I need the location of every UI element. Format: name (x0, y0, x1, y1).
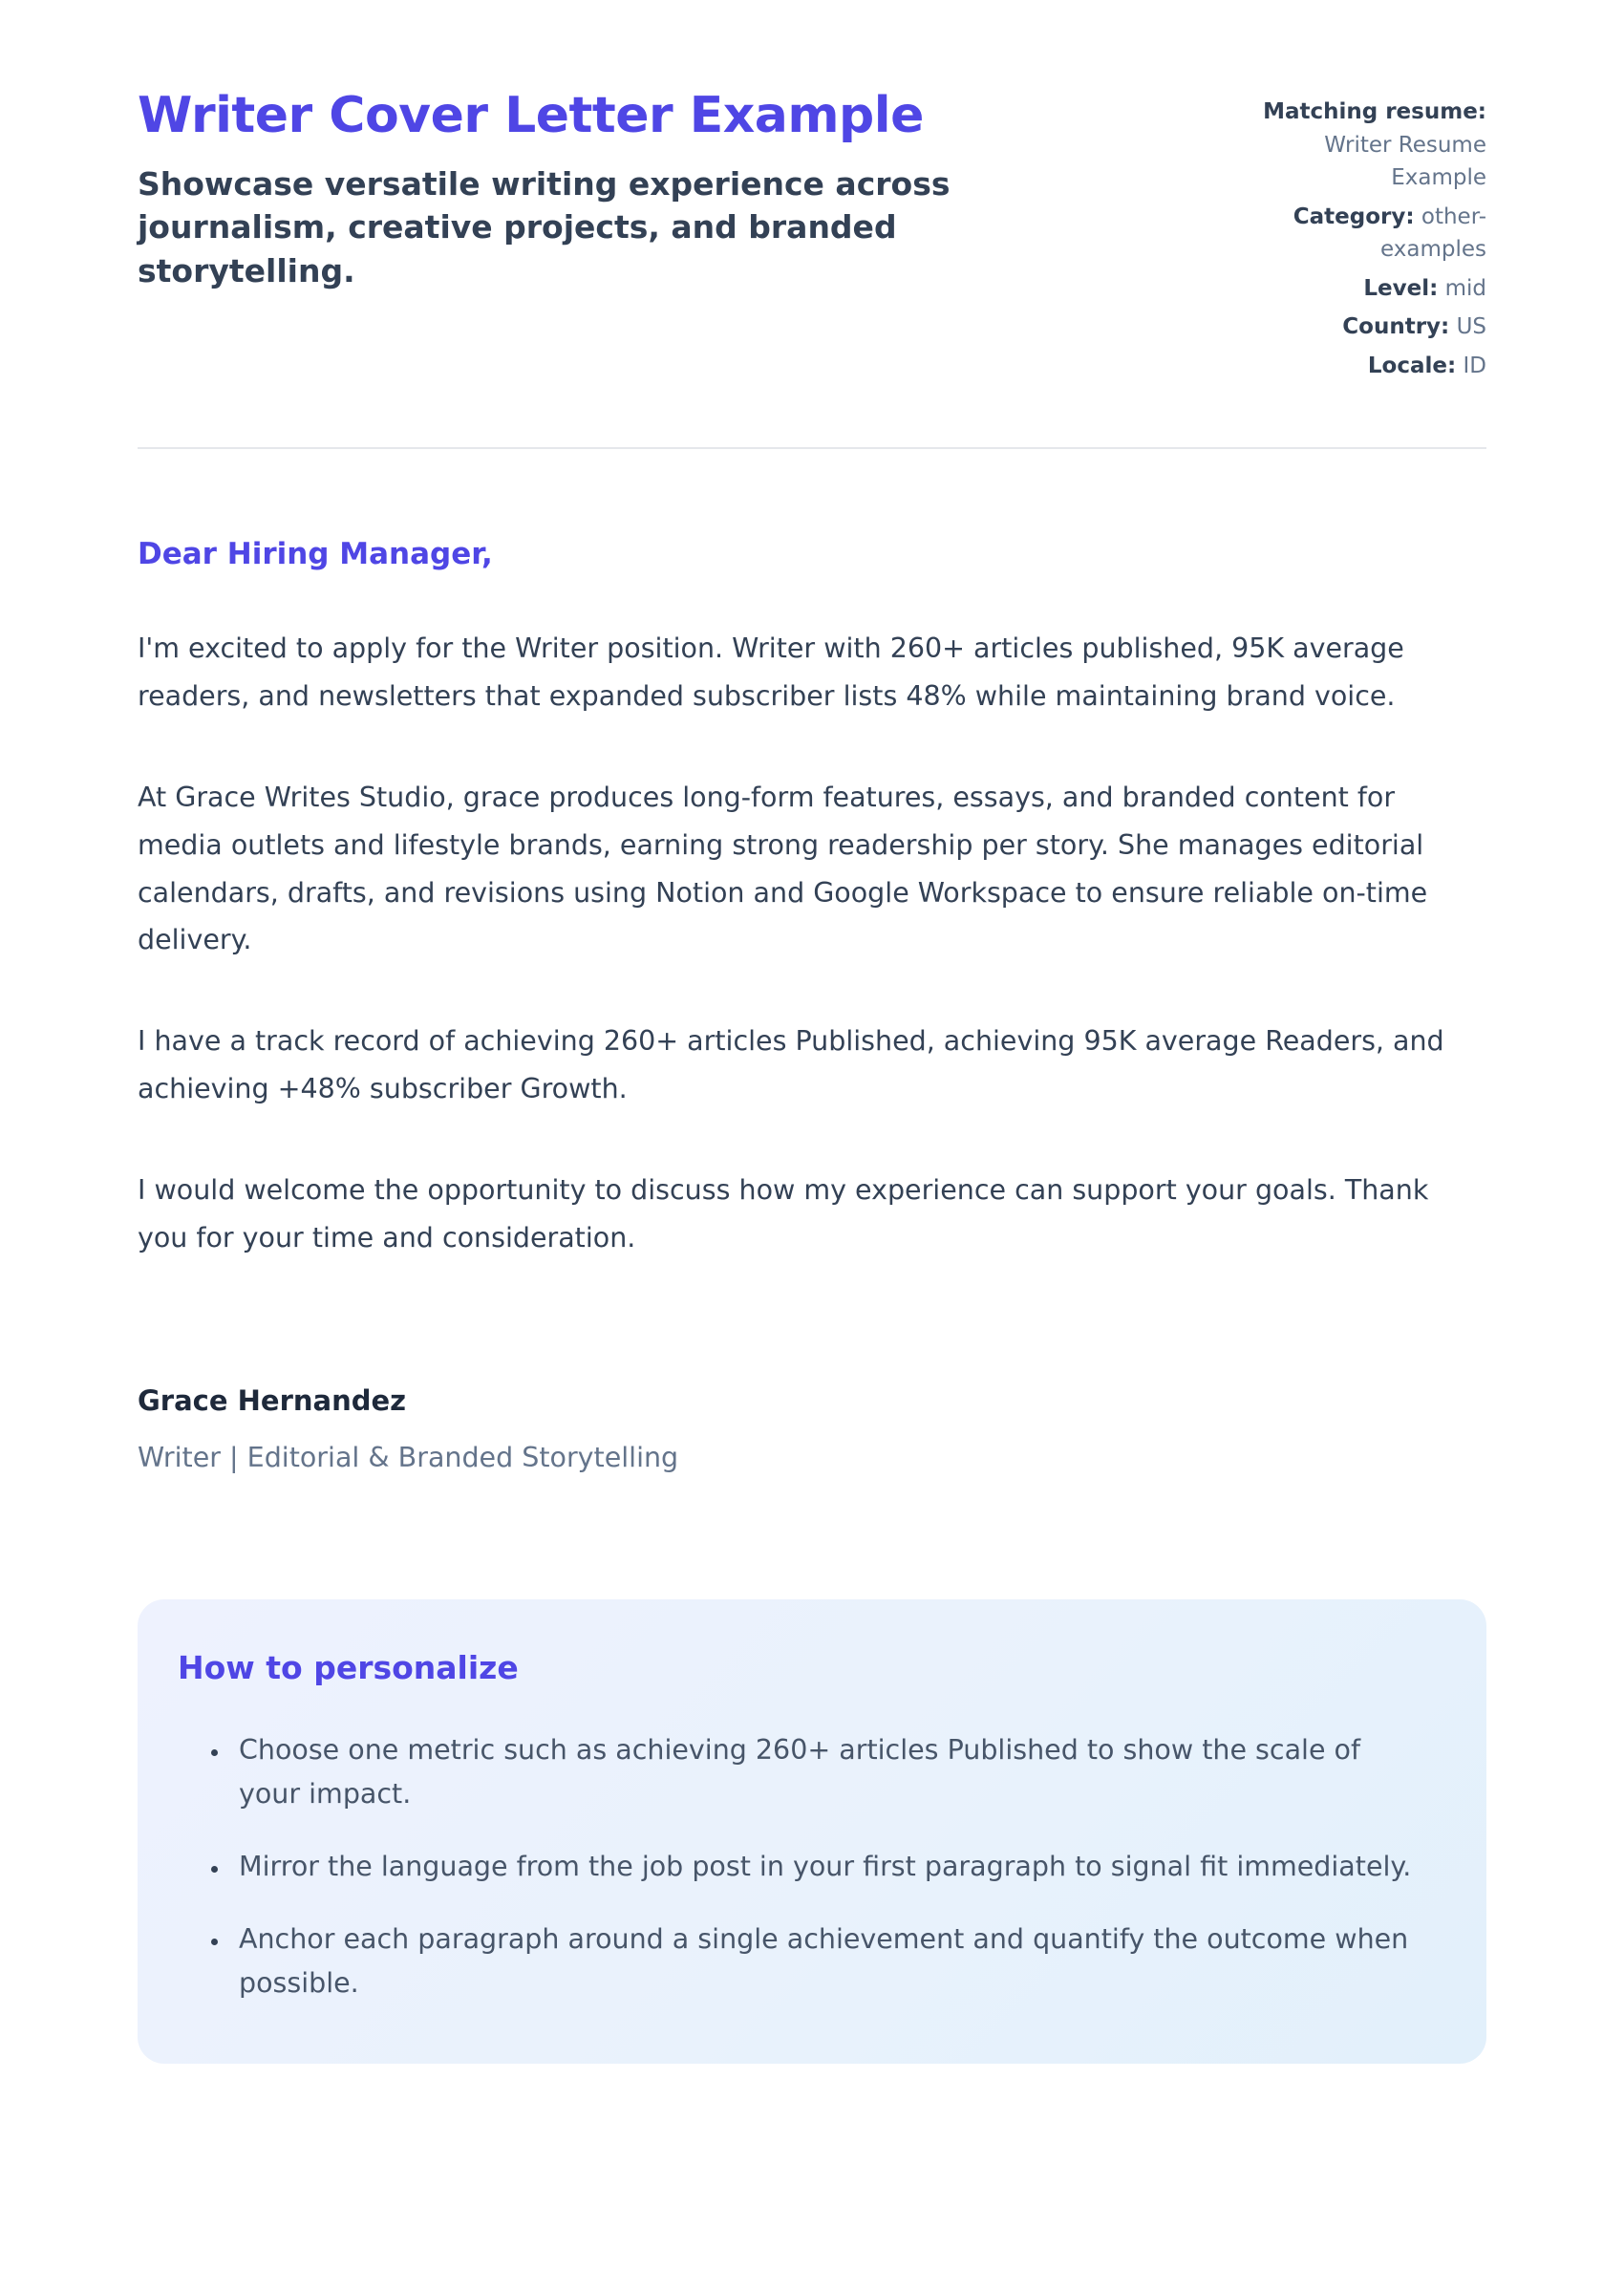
meta-label: Matching resume: (1263, 99, 1486, 124)
meta-country (1236, 311, 1486, 344)
meta-value: ID (1463, 353, 1486, 378)
letter-paragraph: I have a track record of achieving 260+ articles Published, achieving 95K average Readers, and achieving +48% subscriber Growth. (138, 1025, 1444, 1105)
page-header (138, 88, 1486, 388)
meta-value: mid (1444, 275, 1486, 301)
page-title: Writer Cover Letter Example (138, 87, 924, 144)
meta-matching-resume (1236, 96, 1486, 195)
signature-role: Writer | Editorial & Branded Storytelling (138, 1441, 679, 1473)
meta-label: Locale: (1367, 353, 1457, 378)
personalize-title: How to personalize (178, 1648, 519, 1686)
meta-level (1236, 272, 1486, 306)
meta-value: other-examples (1380, 204, 1486, 262)
personalize-tip: • Choose one metric such as achieving 260+ articles Published to show the scale of your impact. (231, 1728, 1425, 1816)
signature-name: Grace Hernandez (138, 1383, 407, 1417)
meta-label: Category: (1293, 204, 1415, 229)
salutation: Dear Hiring Manager, (138, 537, 493, 571)
resume-meta-block (1236, 88, 1486, 388)
letter-paragraph: At Grace Writes Studio, grace produces long-form features, essays, and branded content for media outlets and lifestyle brands, earning strong readership per story. She manages editorial calendars, drafts, and revisions using Notion and Google Workspace to ensure reliable on-time delivery. (138, 781, 1428, 956)
personalize-tip: • Mirror the language from the job post in your first paragraph to signal fit immediately. (231, 1845, 1425, 1889)
meta-locale (1236, 350, 1486, 383)
header-titles (138, 88, 1045, 292)
meta-value: Writer Resume Example (1324, 132, 1486, 190)
page-subtitle: Showcase versatile writing experience across journalism, creative projects, and branded storytelling. (138, 164, 951, 289)
meta-label: Level: (1363, 275, 1439, 301)
meta-label: Country: (1342, 314, 1450, 339)
cover-letter-page (138, 0, 1486, 2064)
header-divider (138, 447, 1486, 449)
personalize-tip: • Anchor each paragraph around a single achievement and quantify the outcome when possible. (231, 1918, 1425, 2005)
personalize-card (138, 1599, 1486, 2064)
personalize-tips-list (178, 1728, 1425, 2006)
letter-paragraph: I would welcome the opportunity to discuss how my experience can support your goals. Thank you for your time and consideration. (138, 1174, 1429, 1254)
letter-body (138, 537, 1486, 1473)
meta-category (1236, 201, 1486, 267)
letter-paragraph: I'm excited to apply for the Writer position. Writer with 260+ articles published, 95K average readers, and newsletters that expanded subscriber lists 48% while maintaining brand voice. (138, 632, 1404, 712)
meta-value: US (1456, 314, 1486, 339)
